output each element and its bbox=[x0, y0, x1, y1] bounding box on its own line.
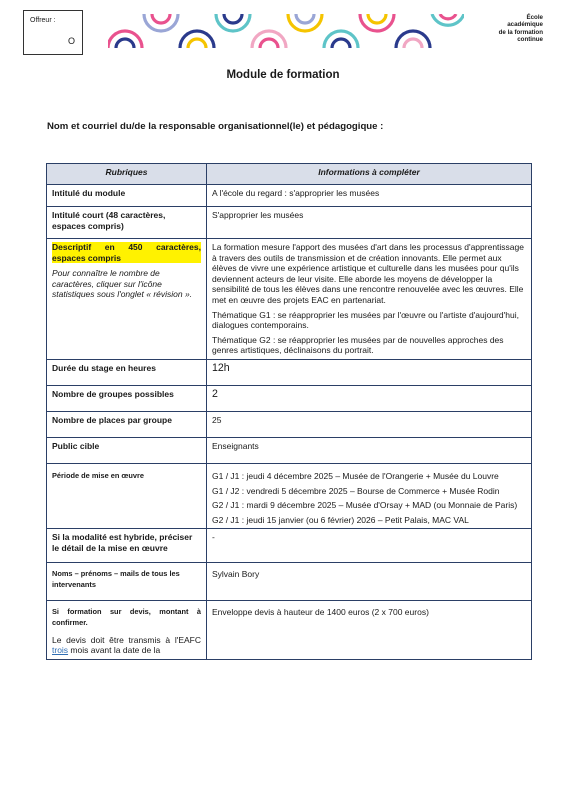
school-line: académique bbox=[507, 21, 543, 29]
table-row bbox=[47, 385, 532, 411]
value-periode bbox=[207, 463, 532, 528]
descriptif-paragraph: Thématique G2 : se réapproprier les musées par de nouvelles approches des genres artistiques, déclinaisons du portrait. bbox=[212, 334, 504, 356]
label-duree: Durée du stage en heures bbox=[47, 359, 207, 385]
value-modalite: - bbox=[207, 529, 532, 563]
table-row bbox=[47, 563, 532, 601]
form-table bbox=[46, 163, 532, 660]
value-duree: 12h bbox=[207, 359, 532, 385]
table-row bbox=[47, 437, 532, 463]
value-groupes: 2 bbox=[207, 385, 532, 411]
decorative-banner bbox=[108, 14, 464, 48]
descriptif-label-highlight: Descriptif en 450 caractères, espaces compris bbox=[52, 242, 201, 263]
value-public: Enseignants bbox=[207, 437, 532, 463]
table-header-row bbox=[47, 164, 532, 185]
table-row bbox=[47, 601, 532, 659]
descriptif-paragraph: Thématique G1 : se réapproprier les musées par l'œuvre ou l'artiste d'aujourd'hui, dialogues contemporains. bbox=[212, 309, 519, 331]
offreur-label: Offreur : bbox=[30, 17, 56, 24]
section-heading: Nom et courriel du/de la responsable organisationnel(le) et pédagogique : bbox=[47, 121, 384, 132]
table-row bbox=[47, 463, 532, 528]
periode-item: G2 / J1 : jeudi 15 janvier (ou 6 février) 2026 – Petit Palais, MAC VAL bbox=[212, 514, 469, 525]
label-groupes: Nombre de groupes possibles bbox=[47, 385, 207, 411]
label-periode: Période de mise en œuvre bbox=[47, 463, 207, 528]
school-line: de la formation bbox=[498, 28, 543, 36]
label-descriptif bbox=[47, 239, 207, 360]
value-intitule: A l'école du regard : s'approprier les musées bbox=[207, 185, 532, 207]
periode-item: G2 / J1 : mardi 9 décembre 2025 – Musée d'Orsay + MAD (ou Monnaie de Paris) bbox=[212, 500, 518, 511]
offreur-value: O bbox=[68, 36, 76, 46]
label-public: Public cible bbox=[47, 437, 207, 463]
value-intervenants: Sylvain Bory bbox=[207, 563, 532, 601]
periode-item: G1 / J1 : jeudi 4 décembre 2025 – Musée de l'Orangerie + Musée du Louvre bbox=[212, 470, 499, 481]
table-row bbox=[47, 185, 532, 207]
label-intitule-court: Intitulé court (48 caractères, espaces compris) bbox=[47, 207, 207, 239]
table-row bbox=[47, 411, 532, 437]
document-title: Module de formation bbox=[226, 69, 340, 81]
label-intitule: Intitulé du module bbox=[47, 185, 207, 207]
table-row bbox=[47, 359, 532, 385]
header-rubriques: Rubriques bbox=[47, 164, 207, 185]
school-line: continue bbox=[517, 36, 543, 44]
header-informations: Informations à compléter bbox=[207, 164, 532, 185]
devis-note-link[interactable]: trois bbox=[52, 645, 69, 656]
label-modalite: Si la modalité est hybride, préciser le détail de la mise en œuvre bbox=[47, 529, 207, 563]
value-descriptif bbox=[207, 239, 532, 360]
descriptif-paragraph: La formation mesure l'apport des musées d'art dans les processus d'apprentissage à travers des outils de transmission et de création innovants. Elle permet aux élèves de vivre une expérience artistique et culturelle dans les musées pour qu'ils deviennent acteurs de leur visite. Elle aborde les moyens de développer la sensibilité de tous les élèves dans une rencontre renouvelée avec les œuvres. Elle met en œuvre des projets EAC en partenariat. bbox=[212, 242, 524, 305]
value-intitule-court: S'approprier les musées bbox=[207, 207, 532, 239]
devis-note-after: mois avant la date de la bbox=[68, 645, 161, 656]
devis-note-before: Le devis doit être transmis à l'EAFC bbox=[52, 634, 201, 645]
label-intervenants: Noms – prénoms – mails de tous les intervenants bbox=[47, 563, 207, 601]
table-row bbox=[47, 207, 532, 239]
descriptif-note: Pour connaître le nombre de caractères, cliquer sur l'icône statistiques sous l'onglet « révision ». bbox=[52, 268, 193, 300]
devis-label: Si formation sur devis, montant à confirmer. bbox=[52, 607, 201, 627]
table-row bbox=[47, 529, 532, 563]
value-places: 25 bbox=[207, 411, 532, 437]
school-name bbox=[473, 14, 543, 44]
devis-note bbox=[52, 635, 201, 656]
school-line: École bbox=[526, 14, 543, 21]
offreur-box bbox=[23, 10, 83, 55]
value-devis: Enveloppe devis à hauteur de 1400 euros (2 x 700 euros) bbox=[207, 601, 532, 659]
label-places: Nombre de places par groupe bbox=[47, 411, 207, 437]
table-row bbox=[47, 239, 532, 360]
periode-item: G1 / J2 : vendredi 5 décembre 2025 – Bourse de Commerce + Musée Rodin bbox=[212, 485, 500, 496]
label-devis bbox=[47, 601, 207, 659]
